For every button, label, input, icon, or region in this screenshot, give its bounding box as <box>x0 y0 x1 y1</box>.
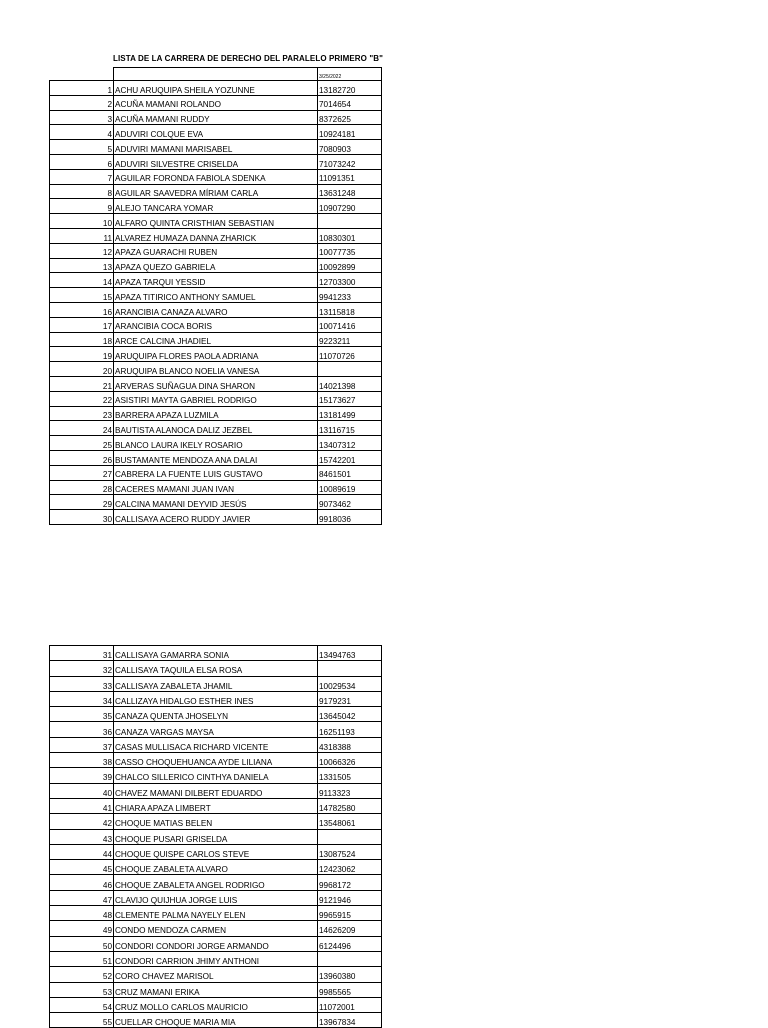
row-number: 55 <box>50 1013 114 1028</box>
table-row <box>50 829 382 844</box>
student-id: 13407312 <box>318 436 382 451</box>
row-number: 41 <box>50 798 114 813</box>
student-id <box>318 829 382 844</box>
row-number: 37 <box>50 737 114 752</box>
header-row <box>50 68 382 81</box>
row-number: 20 <box>50 362 114 377</box>
student-id: 9941233 <box>318 288 382 303</box>
table-row <box>50 288 382 303</box>
student-id: 13967834 <box>318 1013 382 1028</box>
row-number: 38 <box>50 753 114 768</box>
student-id: 9223211 <box>318 332 382 347</box>
student-name: ACUÑA MAMANI RUDDY <box>114 110 318 125</box>
student-name: ACHU ARUQUIPA SHEILA YOZUNNE <box>114 81 318 96</box>
row-number: 33 <box>50 676 114 691</box>
row-number: 11 <box>50 228 114 243</box>
student-name: CHIARA APAZA LIMBERT <box>114 798 318 813</box>
student-name: CALLISAYA TAQUILA ELSA ROSA <box>114 661 318 676</box>
student-id: 15742201 <box>318 450 382 465</box>
student-name: CALLIZAYA HIDALGO ESTHER INES <box>114 691 318 706</box>
student-name: AGUILAR FORONDA FABIOLA SDENKA <box>114 169 318 184</box>
student-name: ARCE CALCINA JHADIEL <box>114 332 318 347</box>
student-name: CUELLAR CHOQUE MARIA MIA <box>114 1013 318 1028</box>
row-number: 31 <box>50 646 114 661</box>
row-number: 36 <box>50 722 114 737</box>
table-row <box>50 814 382 829</box>
student-id: 13631248 <box>318 184 382 199</box>
student-name: BLANCO LAURA IKELY ROSARIO <box>114 436 318 451</box>
student-id: 14782580 <box>318 798 382 813</box>
row-number: 5 <box>50 140 114 155</box>
table-row <box>50 661 382 676</box>
row-number: 49 <box>50 921 114 936</box>
row-number: 15 <box>50 288 114 303</box>
student-id: 13182720 <box>318 81 382 96</box>
table-row <box>50 465 382 480</box>
row-number: 14 <box>50 273 114 288</box>
student-name: BARRERA APAZA LUZMILA <box>114 406 318 421</box>
student-id: 13087524 <box>318 844 382 859</box>
student-id: 16251193 <box>318 722 382 737</box>
student-id: 12423062 <box>318 860 382 875</box>
student-name: CRUZ MAMANI ERIKA <box>114 982 318 997</box>
row-number: 34 <box>50 691 114 706</box>
student-name: ADUVIRI COLQUE EVA <box>114 125 318 140</box>
row-number: 26 <box>50 450 114 465</box>
student-name: CANAZA VARGAS MAYSA <box>114 722 318 737</box>
table-row <box>50 1013 382 1028</box>
student-id: 13960380 <box>318 967 382 982</box>
student-id: 10077735 <box>318 243 382 258</box>
table-row <box>50 332 382 347</box>
student-name: AGUILAR SAAVEDRA MÍRIAM CARLA <box>114 184 318 199</box>
row-number: 42 <box>50 814 114 829</box>
table-row <box>50 936 382 951</box>
row-number: 3 <box>50 110 114 125</box>
row-number: 47 <box>50 890 114 905</box>
table-row <box>50 753 382 768</box>
table-row <box>50 125 382 140</box>
row-number: 2 <box>50 95 114 110</box>
table-row <box>50 302 382 317</box>
row-number: 9 <box>50 199 114 214</box>
student-name: CALCINA MAMANI DEYVID JESÚS <box>114 495 318 510</box>
student-id: 8372625 <box>318 110 382 125</box>
table-row <box>50 317 382 332</box>
student-name: CONDORI CONDORI JORGE ARMANDO <box>114 936 318 951</box>
student-id: 11091351 <box>318 169 382 184</box>
row-number: 17 <box>50 317 114 332</box>
row-number: 53 <box>50 982 114 997</box>
student-id: 10924181 <box>318 125 382 140</box>
row-number: 30 <box>50 510 114 525</box>
student-name: ARVERAS SUÑAGUA DINA SHARON <box>114 376 318 391</box>
row-number: 51 <box>50 951 114 966</box>
student-id: 13116715 <box>318 421 382 436</box>
table-row <box>50 184 382 199</box>
student-id: 14626209 <box>318 921 382 936</box>
student-name: CHOQUE ZABALETA ALVARO <box>114 860 318 875</box>
table-row <box>50 258 382 273</box>
row-number: 27 <box>50 465 114 480</box>
row-number: 35 <box>50 707 114 722</box>
student-name: ARUQUIPA BLANCO NOELIA VANESA <box>114 362 318 377</box>
student-id: 9965915 <box>318 906 382 921</box>
table-row <box>50 199 382 214</box>
row-number: 10 <box>50 214 114 229</box>
student-id: 13115818 <box>318 302 382 317</box>
row-number: 45 <box>50 860 114 875</box>
row-number: 50 <box>50 936 114 951</box>
table-row <box>50 737 382 752</box>
student-name: ALVAREZ HUMAZA DANNA ZHARICK <box>114 228 318 243</box>
table-row <box>50 707 382 722</box>
student-id: 9918036 <box>318 510 382 525</box>
student-id: 13494763 <box>318 646 382 661</box>
table-row <box>50 362 382 377</box>
row-number: 48 <box>50 906 114 921</box>
student-id: 1331505 <box>318 768 382 783</box>
table-row <box>50 951 382 966</box>
student-id: 11070726 <box>318 347 382 362</box>
student-table-2 <box>49 645 382 1028</box>
table-row <box>50 243 382 258</box>
table-row <box>50 691 382 706</box>
student-id: 9985565 <box>318 982 382 997</box>
student-id <box>318 951 382 966</box>
student-name: BAUTISTA ALANOCA DALIZ JEZBEL <box>114 421 318 436</box>
table-row <box>50 110 382 125</box>
row-number: 21 <box>50 376 114 391</box>
student-name: CHOQUE PUSARI GRISELDA <box>114 829 318 844</box>
row-number: 23 <box>50 406 114 421</box>
row-number: 19 <box>50 347 114 362</box>
row-number: 24 <box>50 421 114 436</box>
student-name: CACERES MAMANI JUAN IVAN <box>114 480 318 495</box>
row-number: 28 <box>50 480 114 495</box>
student-name: CASAS MULLISACA RICHARD VICENTE <box>114 737 318 752</box>
row-number: 16 <box>50 302 114 317</box>
student-id: 71073242 <box>318 154 382 169</box>
student-name: ADUVIRI SILVESTRE CRISELDA <box>114 154 318 169</box>
row-number: 29 <box>50 495 114 510</box>
table-row <box>50 169 382 184</box>
student-id: 10029534 <box>318 676 382 691</box>
student-name: BUSTAMANTE MENDOZA ANA DALAI <box>114 450 318 465</box>
table-row <box>50 967 382 982</box>
student-name: CHOQUE MATIAS BELEN <box>114 814 318 829</box>
table-row <box>50 783 382 798</box>
student-id: 13548061 <box>318 814 382 829</box>
row-number: 12 <box>50 243 114 258</box>
student-name: CALLISAYA ZABALETA JHAMIL <box>114 676 318 691</box>
student-name: CLAVIJO QUIJHUA JORGE LUIS <box>114 890 318 905</box>
row-number: 40 <box>50 783 114 798</box>
student-id: 6124496 <box>318 936 382 951</box>
student-name: ADUVIRI MAMANI MARISABEL <box>114 140 318 155</box>
student-name: ARANCIBIA CANAZA ALVARO <box>114 302 318 317</box>
student-table-1 <box>49 67 382 525</box>
table-row <box>50 921 382 936</box>
row-number: 6 <box>50 154 114 169</box>
student-name: CRUZ MOLLO CARLOS MAURICIO <box>114 997 318 1012</box>
student-name: APAZA QUEZO GABRIELA <box>114 258 318 273</box>
student-id: 7080903 <box>318 140 382 155</box>
student-id: 9073462 <box>318 495 382 510</box>
student-id <box>318 214 382 229</box>
table-row <box>50 450 382 465</box>
student-name: CHOQUE QUISPE CARLOS STEVE <box>114 844 318 859</box>
student-name: CALLISAYA ACERO RUDDY JAVIER <box>114 510 318 525</box>
student-id: 9968172 <box>318 875 382 890</box>
row-number: 4 <box>50 125 114 140</box>
student-id: 13181499 <box>318 406 382 421</box>
table-row <box>50 421 382 436</box>
table-row <box>50 81 382 96</box>
table-row <box>50 798 382 813</box>
row-number: 7 <box>50 169 114 184</box>
table-row <box>50 391 382 406</box>
row-number: 54 <box>50 997 114 1012</box>
student-name: CONDO MENDOZA CARMEN <box>114 921 318 936</box>
header-name-cell <box>114 68 318 81</box>
row-number: 18 <box>50 332 114 347</box>
table-row <box>50 480 382 495</box>
table-row <box>50 860 382 875</box>
student-id <box>318 362 382 377</box>
row-number: 13 <box>50 258 114 273</box>
header-blank-cell <box>50 68 114 81</box>
table-row <box>50 906 382 921</box>
student-name: APAZA TITIRICO ANTHONY SAMUEL <box>114 288 318 303</box>
student-id: 4318388 <box>318 737 382 752</box>
student-id: 8461501 <box>318 465 382 480</box>
student-name: CALLISAYA GAMARRA SONIA <box>114 646 318 661</box>
student-name: ASISTIRI MAYTA GABRIEL RODRIGO <box>114 391 318 406</box>
row-number: 39 <box>50 768 114 783</box>
student-id: 10089619 <box>318 480 382 495</box>
table-row <box>50 347 382 362</box>
table-row <box>50 676 382 691</box>
student-name: CANAZA QUENTA JHOSELYN <box>114 707 318 722</box>
student-name: APAZA GUARACHI RUBEN <box>114 243 318 258</box>
student-id: 10907290 <box>318 199 382 214</box>
student-name: CHALCO SILLERICO CINTHYA DANIELA <box>114 768 318 783</box>
table-row <box>50 406 382 421</box>
table-row <box>50 890 382 905</box>
table-row <box>50 95 382 110</box>
table-row <box>50 436 382 451</box>
student-name: ACUÑA MAMANI ROLANDO <box>114 95 318 110</box>
sheet-title: LISTA DE LA CARRERA DE DERECHO DEL PARALELO PRIMERO "B" <box>113 54 383 63</box>
student-id: 14021398 <box>318 376 382 391</box>
row-number: 52 <box>50 967 114 982</box>
student-id: 10092899 <box>318 258 382 273</box>
student-name: CHOQUE ZABALETA ANGEL RODRIGO <box>114 875 318 890</box>
student-id: 9179231 <box>318 691 382 706</box>
row-number: 44 <box>50 844 114 859</box>
student-id: 10066326 <box>318 753 382 768</box>
student-id: 7014654 <box>318 95 382 110</box>
row-number: 22 <box>50 391 114 406</box>
table-row <box>50 154 382 169</box>
student-id: 10830301 <box>318 228 382 243</box>
student-name: CHAVEZ MAMANI DILBERT EDUARDO <box>114 783 318 798</box>
student-name: CONDORI CARRION JHIMY ANTHONI <box>114 951 318 966</box>
table-row <box>50 228 382 243</box>
table-row <box>50 997 382 1012</box>
table-row <box>50 844 382 859</box>
student-name: CORO CHAVEZ MARISOL <box>114 967 318 982</box>
table-row <box>50 646 382 661</box>
table-row <box>50 768 382 783</box>
table-row <box>50 982 382 997</box>
student-name: ALFARO QUINTA CRISTHIAN SEBASTIAN <box>114 214 318 229</box>
row-number: 43 <box>50 829 114 844</box>
student-id: 12703300 <box>318 273 382 288</box>
student-name: ARANCIBIA COCA BORIS <box>114 317 318 332</box>
student-id: 9113323 <box>318 783 382 798</box>
table-row <box>50 722 382 737</box>
student-id: 11072001 <box>318 997 382 1012</box>
row-number: 25 <box>50 436 114 451</box>
table-row <box>50 273 382 288</box>
row-number: 8 <box>50 184 114 199</box>
student-id: 13645042 <box>318 707 382 722</box>
table-row <box>50 875 382 890</box>
student-id: 9121946 <box>318 890 382 905</box>
row-number: 1 <box>50 81 114 96</box>
table-row <box>50 495 382 510</box>
student-name: CABRERA LA FUENTE LUIS GUSTAVO <box>114 465 318 480</box>
student-name: ARUQUIPA FLORES PAOLA ADRIANA <box>114 347 318 362</box>
table-row <box>50 510 382 525</box>
student-name: CASSO CHOQUEHUANCA AYDE LILIANA <box>114 753 318 768</box>
student-name: APAZA TARQUI YESSID <box>114 273 318 288</box>
student-id: 10071416 <box>318 317 382 332</box>
student-name: ALEJO TANCARA YOMAR <box>114 199 318 214</box>
student-id: 15173627 <box>318 391 382 406</box>
row-number: 32 <box>50 661 114 676</box>
row-number: 46 <box>50 875 114 890</box>
date-header: 3/25/2022 <box>318 68 382 81</box>
table-row <box>50 140 382 155</box>
student-name: CLEMENTE PALMA NAYELY ELEN <box>114 906 318 921</box>
student-id <box>318 661 382 676</box>
table-row <box>50 214 382 229</box>
table-row <box>50 376 382 391</box>
